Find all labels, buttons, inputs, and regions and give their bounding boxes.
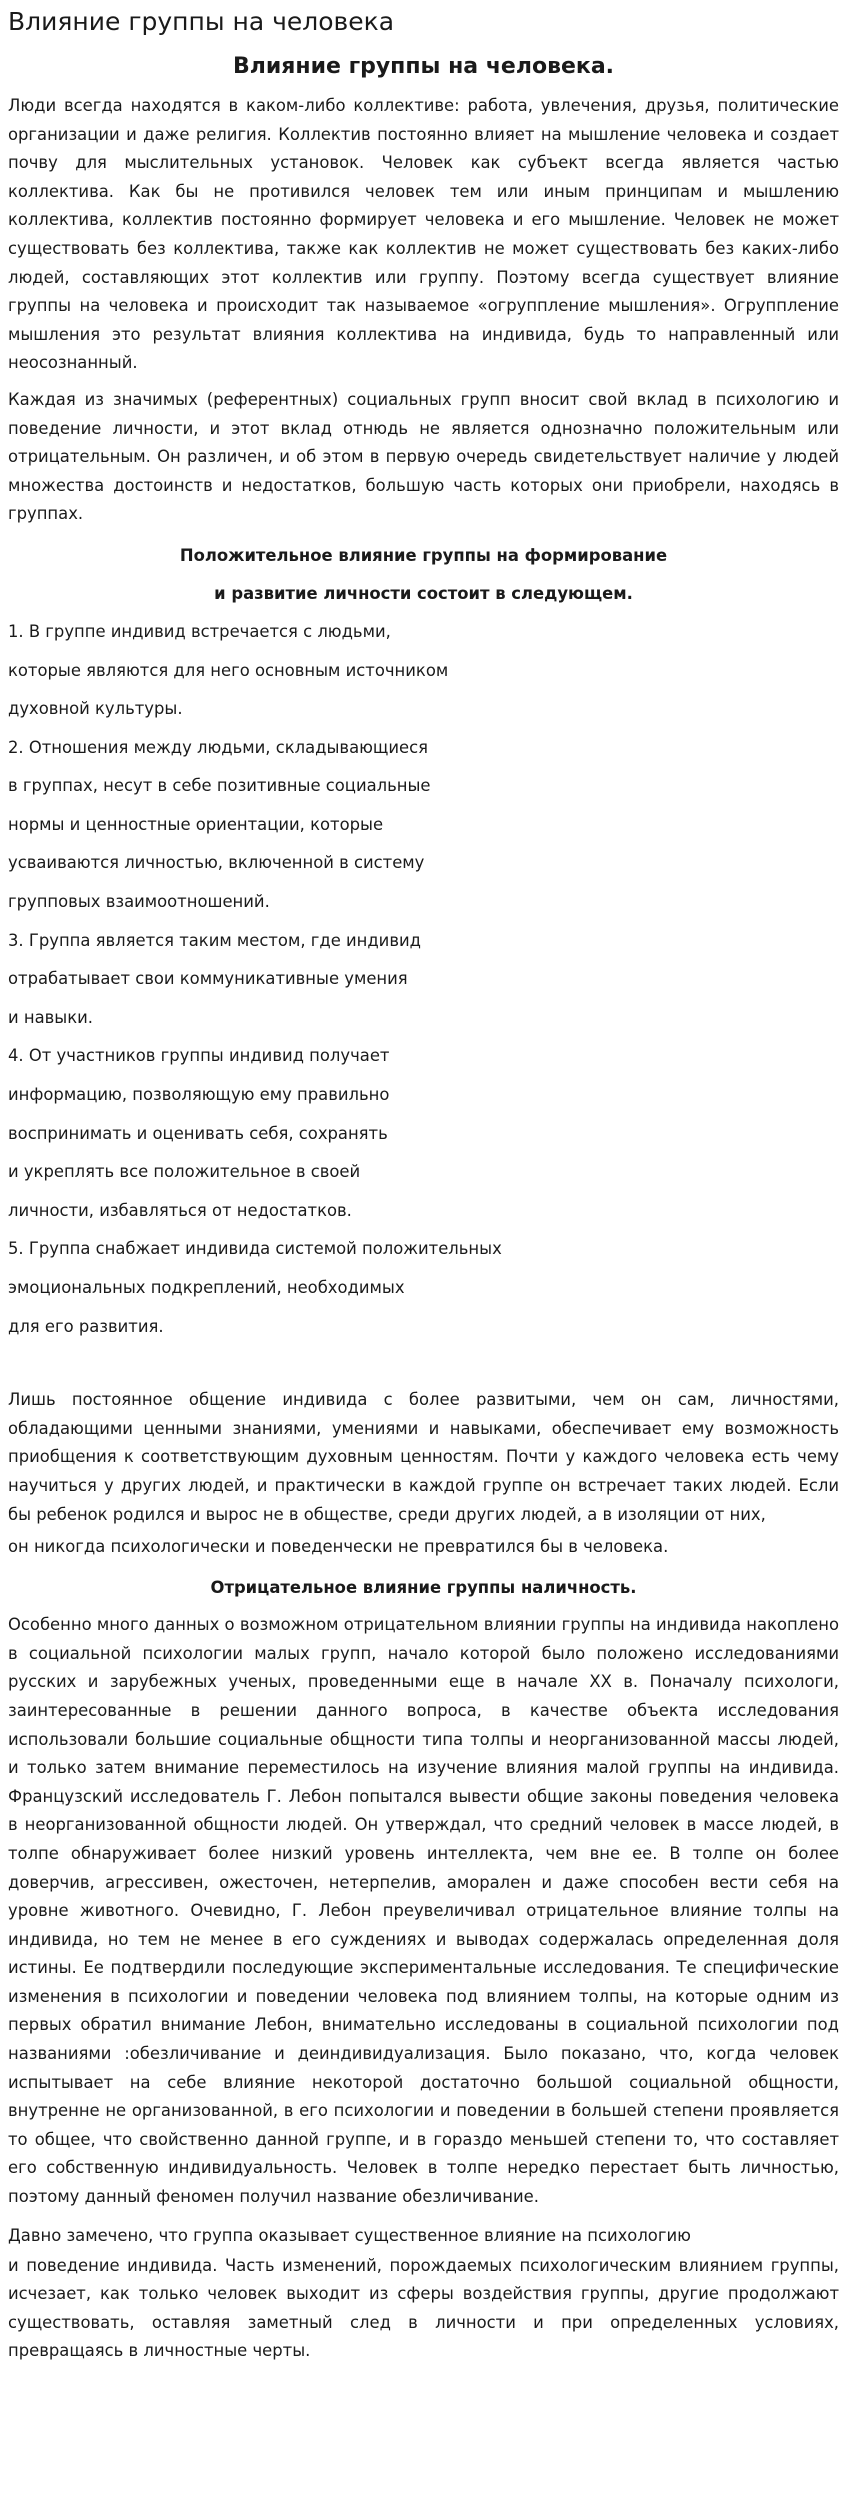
list-line: личности, избавляться от недостатков. xyxy=(8,1200,352,1220)
closing-paragraph: и поведение индивида. Часть изменений, порождаемых психологическим влиянием группы, исчезает, как только человек выходит из сферы воздействия группы, другие продолжают существовать, оставляя заметный след в личности и при определенных условиях, превращаясь в личностные черты. xyxy=(8,2255,839,2361)
communication-paragraph-last-line: он никогда психологически и поведенчески не превратился бы в человека. xyxy=(8,1537,669,1557)
positive-influence-heading-line-1: Положительное влияние группы на формирование xyxy=(179,545,668,565)
spacer xyxy=(8,1346,839,1386)
list-line: духовной культуры. xyxy=(8,699,183,719)
list-line: 2. Отношения между людьми, складывающиеся xyxy=(8,737,428,757)
intro-paragraph-2: Каждая из значимых (референтных) социальных групп вносит свой вклад в психологию и поведение личности, и этот вклад отнюдь не является однозначно положительным или отрицательным. Он различен, и об этом в первую очередь свидетельствует наличие у людей множества достоинств и недостатков, большую часть которых они приобрели, находясь в группах. xyxy=(8,389,839,524)
list-line: 4. От участников группы индивид получает xyxy=(8,1046,390,1066)
list-line: информацию, позволяющую ему правильно xyxy=(8,1085,390,1105)
list-line: для его развития. xyxy=(8,1316,164,1336)
negative-influence-paragraph: Особенно много данных о возможном отрицательном влиянии группы на индивида накоплено в социальной психологии малых групп, начало которой было положено исследованиями русских и зарубежных ученых, проведенными еще в начале XX в. Поначалу психологи, заинтересованные в решении данного вопроса, в качестве объекта исследования использовали большие социальные общности типа толпы и неорганизованной массы людей, и только затем внимание переместилось на изучение влияния малой группы на индивида. Французский исследователь Г. Лебон попытался вывести общие законы поведения человека в неорганизованной общности людей. Он утверждал, что средний человек в массе людей, в толпе обнаруживает более низкий уровень интеллекта, чем вне ее. В толпе он более доверчив, агрессивен, ожесточен, нетерпелив, аморален и даже способен вести себя на уровне животного. Очевидно, Г. Лебон преувеличивал отрицательное влияние толпы на индивида, но тем не менее в его суждениях и выводах содержалась определенная доля истины. Ее подтвердили последующие экспериментальные исследования. Те специфические изменения в психологии и поведении человека под влиянием толпы, на которые одним из первых обратил внимание Лебон, внимательно исследованы в социальной психологии под названиями :обезличивание и деиндивидуализация. Было показано, что, когда человек испытывает на себе влияние некоторой достаточно большой социальной общности, внутренне не организованной, в его психологии и поведении в большей степени проявляется то общее, что свойственно данной группе, и в гораздо меньшей степени то, что составляет его собственную индивидуальность. Человек в толпе нередко перестает быть личностью, поэтому данный феномен получил название обезличивание. xyxy=(8,1615,839,2207)
list-line: и навыки. xyxy=(8,1007,93,1027)
list-line: воспринимать и оценивать себя, сохранять xyxy=(8,1123,388,1143)
list-line: эмоциональных подкреплений, необходимых xyxy=(8,1278,405,1297)
list-line: и укреплять все положительное в своей xyxy=(8,1162,361,1182)
negative-influence-heading: Отрицательное влияние группы наличность. xyxy=(210,1578,637,1598)
list-line: которые являются для него основным источником xyxy=(8,660,449,680)
communication-paragraph: Лишь постоянное общение индивида с более развитыми, чем он сам, личностями, обладающими ценными знаниями, умениями и навыками, обеспечивает ему возможность приобщения к соответствующим духовным ценностям. Почти у каждого человека есть чему научиться у других людей, и практически в каждой группе он встречает таких людей. Если бы ребенок родился и вырос не в обществе, среди других людей, а в изоляции от них, xyxy=(8,1390,839,1524)
list-line: усваиваются личностью, включенной в систему xyxy=(8,853,425,873)
positive-influence-heading-line-2: и развитие личности состоит в следующем. xyxy=(214,583,633,603)
positive-influence-list xyxy=(8,613,839,1346)
closing-first-line: Давно замечено, что группа оказывает существенное влияние на психологию xyxy=(8,2225,691,2245)
list-line: отрабатывает свои коммуникативные умения xyxy=(8,969,408,989)
list-line: 3. Группа является таким местом, где индивид xyxy=(8,930,421,950)
main-heading: Влияние группы на человека. xyxy=(232,54,615,79)
document-title: Влияние группы на человека xyxy=(8,7,395,36)
list-line: 1. В группе индивид встречается с людьми, xyxy=(8,621,391,641)
list-line: групповых взаимоотношений. xyxy=(8,892,270,912)
list-line: 5. Группа снабжает индивида системой положительных xyxy=(8,1239,502,1259)
list-line: нормы и ценностные ориентации, которые xyxy=(8,814,384,834)
intro-paragraph-1: Люди всегда находятся в каком-либо коллективе: работа, увлечения, друзья, политические организации и даже религия. Коллектив постоянно влияет на мышление человека и создает почву для мыслительных установок. Человек как субъект всегда является частью коллектива. Как бы не противился человек тем или иным принципам и мышлению коллектива, коллектив постоянно формирует человека и его мышление. Человек не может существовать без коллектива, также как коллектив не может существовать без каких-либо людей, составляющих этот коллектив или группу. Поэтому всегда существует влияние группы на человека и происходит так называемое «огруппление мышления». Огруппление мышления это результат влияния коллектива на индивида, будь то направленный или неосознанный. xyxy=(8,96,839,373)
list-line: в группах, несут в себе позитивные социальные xyxy=(8,776,431,796)
